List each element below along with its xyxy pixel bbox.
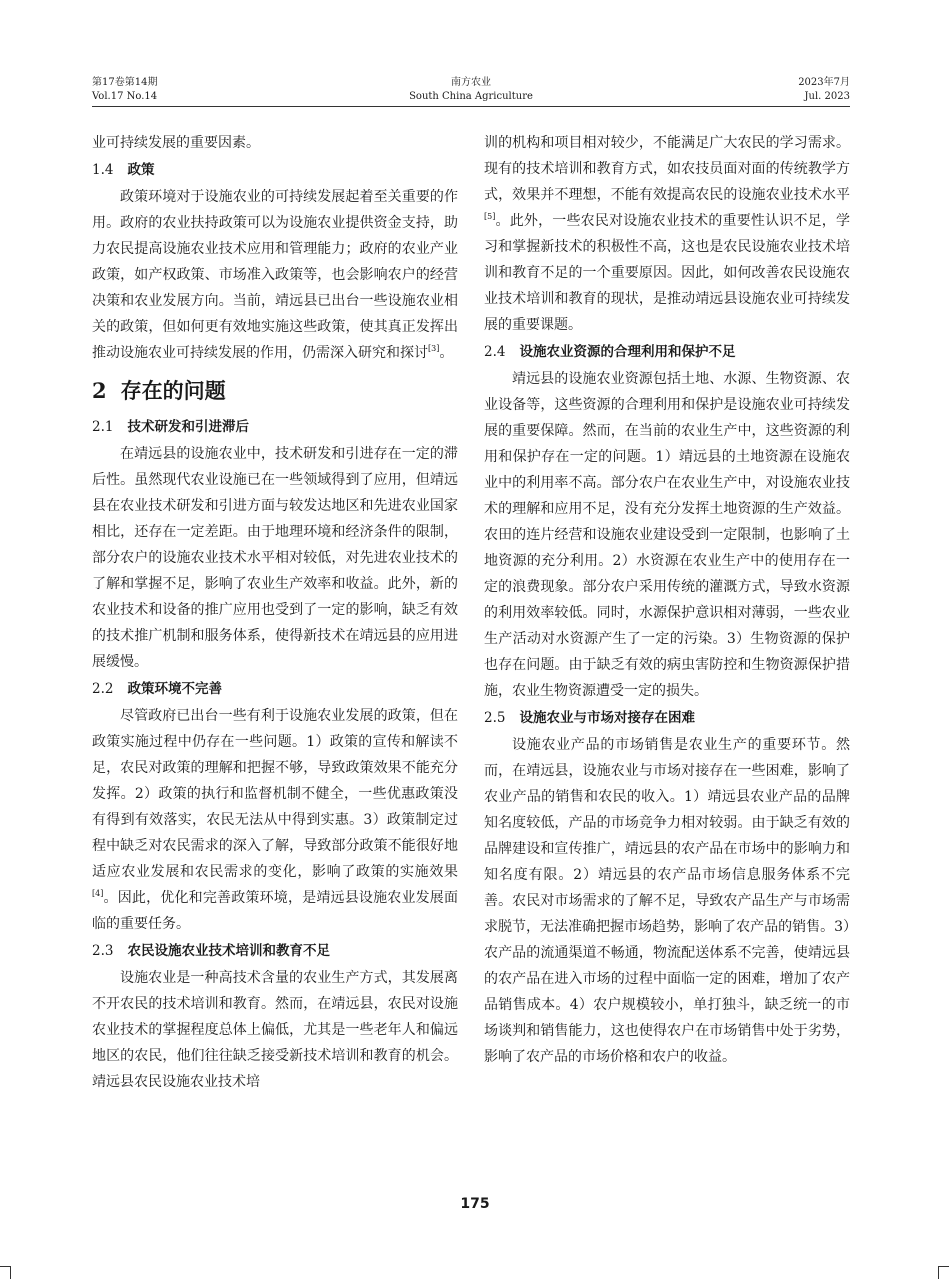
paragraph: 业可持续发展的重要因素。 — [92, 135, 260, 151]
subsection-heading-1-4: 1.4 政策 — [92, 162, 155, 178]
publication-date: 2023年7月 Jul. 2023 — [798, 77, 850, 102]
subsection-heading-2-5: 2.5 设施农业与市场对接存在困难 — [484, 710, 695, 726]
running-header — [92, 76, 850, 108]
subsection-heading-2-4: 2.4 设施农业资源的合理利用和保护不足 — [484, 344, 736, 360]
paragraph: 设施农业是一种高技术含量的农业生产方式，其发展离不开农民的技术培训和教育。然而，在靖远县，农民对设施农业技术的掌握程度总体上偏低，尤其是一些老年人和偏远地区的农民，他们往往缺乏接受新技术培训和教育的机会。靖远县农民设施农业技术培 — [92, 970, 458, 1090]
subsection-heading-2-1: 2.1 技术研发和引进滞后 — [92, 419, 249, 435]
header-rule — [92, 106, 850, 107]
page-number: 175 — [460, 1196, 490, 1212]
subsection-heading-2-3: 2.3 农民设施农业技术培训和教育不足 — [92, 943, 330, 959]
crop-mark — [938, 1266, 949, 1279]
paragraph: 靖远县的设施农业资源包括土地、水源、生物资源、农业设备等，这些资源的合理利用和保护是设施农业可持续发展的重要保障。然而，在当前的农业生产中，这些资源的利用和保护存在一定的问题。1）靖远县的土地资源在设施农业中的利用率不高。部分农户在农业生产中，对设施农业技术的理解和应用不足，没有充分发挥土地资源的生产效益。农田的连片经营和设施农业建设受到一定限制，也影响了土地资源的充分利用。2）水资源在农业生产中的使用存在一定的浪费现象。部分农户采用传统的灌溉方式，导致水资源的利用效率较低。同时，水源保护意识相对薄弱，一些农业生产活动对水资源产生了一定的污染。3）生物资源的保护也存在问题。由于缺乏有效的病虫害防控和生物资源保护措施，农业生物资源遭受一定的损失。 — [484, 371, 850, 699]
citation: [5] — [484, 212, 496, 221]
paragraph: 尽管政府已出台一些有利于设施农业发展的政策，但在政策实施过程中仍存在一些问题。1）政策的宣传和解读不足，农民对政策的理解和把握不够，导致政策效果不能充分发挥。2）政策的执行和监督机制不健全，一些优惠政策没有得到有效落实，农民无法从中得到实惠。3）政策制定过程中缺乏对农民需求的深入了解，导致部分政策不能很好地适应农业发展和农民需求的变化，影响了政策的实施效果[4]。因此，优化和完善政策环境，是靖远县设施农业发展面临的重要任务。 — [92, 708, 458, 932]
subsection-heading-2-2: 2.2 政策环境不完善 — [92, 681, 222, 697]
journal-title: 南方农业 South China Agriculture — [409, 77, 533, 102]
left-column — [92, 130, 458, 1095]
paragraph: 政策环境对于设施农业的可持续发展起着至关重要的作用。政府的农业扶持政策可以为设施农业提供资金支持，助力农民提高设施农业技术应用和管理能力；政府的农业产业政策，如产权政策、市场准入政策等，也会影响农户的经营决策和农业发展方向。当前，靖远县已出台一些设施农业相关的政策，但如何更有效地实施这些政策，使其真正发挥出推动设施农业可持续发展的作用，仍需深入研究和探讨[3]。 — [92, 189, 458, 361]
journal-volume: 第17卷第14期 Vol.17 No.14 — [92, 77, 158, 102]
section-heading-2: 2 存在的问题 — [92, 378, 226, 403]
right-column — [484, 130, 850, 1070]
citation: [3] — [428, 344, 440, 353]
paragraph: 设施农业产品的市场销售是农业生产的重要环节。然而，在靖远县，设施农业与市场对接存在一些困难，影响了农业产品的销售和农民的收入。1）靖远县农业产品的品牌知名度较低，产品的市场竞争力相对较弱。由于缺乏有效的品牌建设和宣传推广，靖远县的农产品在市场中的影响力和知名度有限。2）靖远县的农产品市场信息服务体系不完善。农民对市场需求的了解不足，导致农产品生产与市场需求脱节，无法准确把握市场趋势，影响了农产品的销售。3）农产品的流通渠道不畅通，物流配送体系不完善，使靖远县的农产品在进入市场的过程中面临一定的困难，增加了农产品销售成本。4）农户规模较小，单打独斗，缺乏统一的市场谈判和销售能力，这也使得农户在市场销售中处于劣势，影响了农产品的市场价格和农户的收益。 — [484, 737, 850, 1065]
crop-mark — [0, 1266, 11, 1279]
paragraph: 在靖远县的设施农业中，技术研发和引进存在一定的滞后性。虽然现代农业设施已在一些领域得到了应用，但靖远县在农业技术研发和引进方面与较发达地区和先进农业国家相比，还存在一定差距。由于地理环境和经济条件的限制，部分农户的设施农业技术水平相对较低，对先进农业技术的了解和掌握不足，影响了农业生产效率和收益。此外，新的农业技术和设备的推广应用也受到了一定的影响，缺乏有效的技术推广机制和服务体系，使得新技术在靖远县的应用进展缓慢。 — [92, 446, 458, 670]
paragraph: 训的机构和项目相对较少，不能满足广大农民的学习需求。现有的技术培训和教育方式，如农技员面对面的传统教学方式，效果并不理想，不能有效提高农民的设施农业技术水平[5]。此外，一些农民对设施农业技术的重要性认识不足，学习和掌握新技术的积极性不高，这也是农民设施农业技术培训和教育不足的一个重要原因。因此，如何改善农民设施农业技术培训和教育的现状，是推动靖远县设施农业可持续发展的重要课题。 — [484, 135, 850, 333]
citation: [4] — [92, 889, 104, 898]
